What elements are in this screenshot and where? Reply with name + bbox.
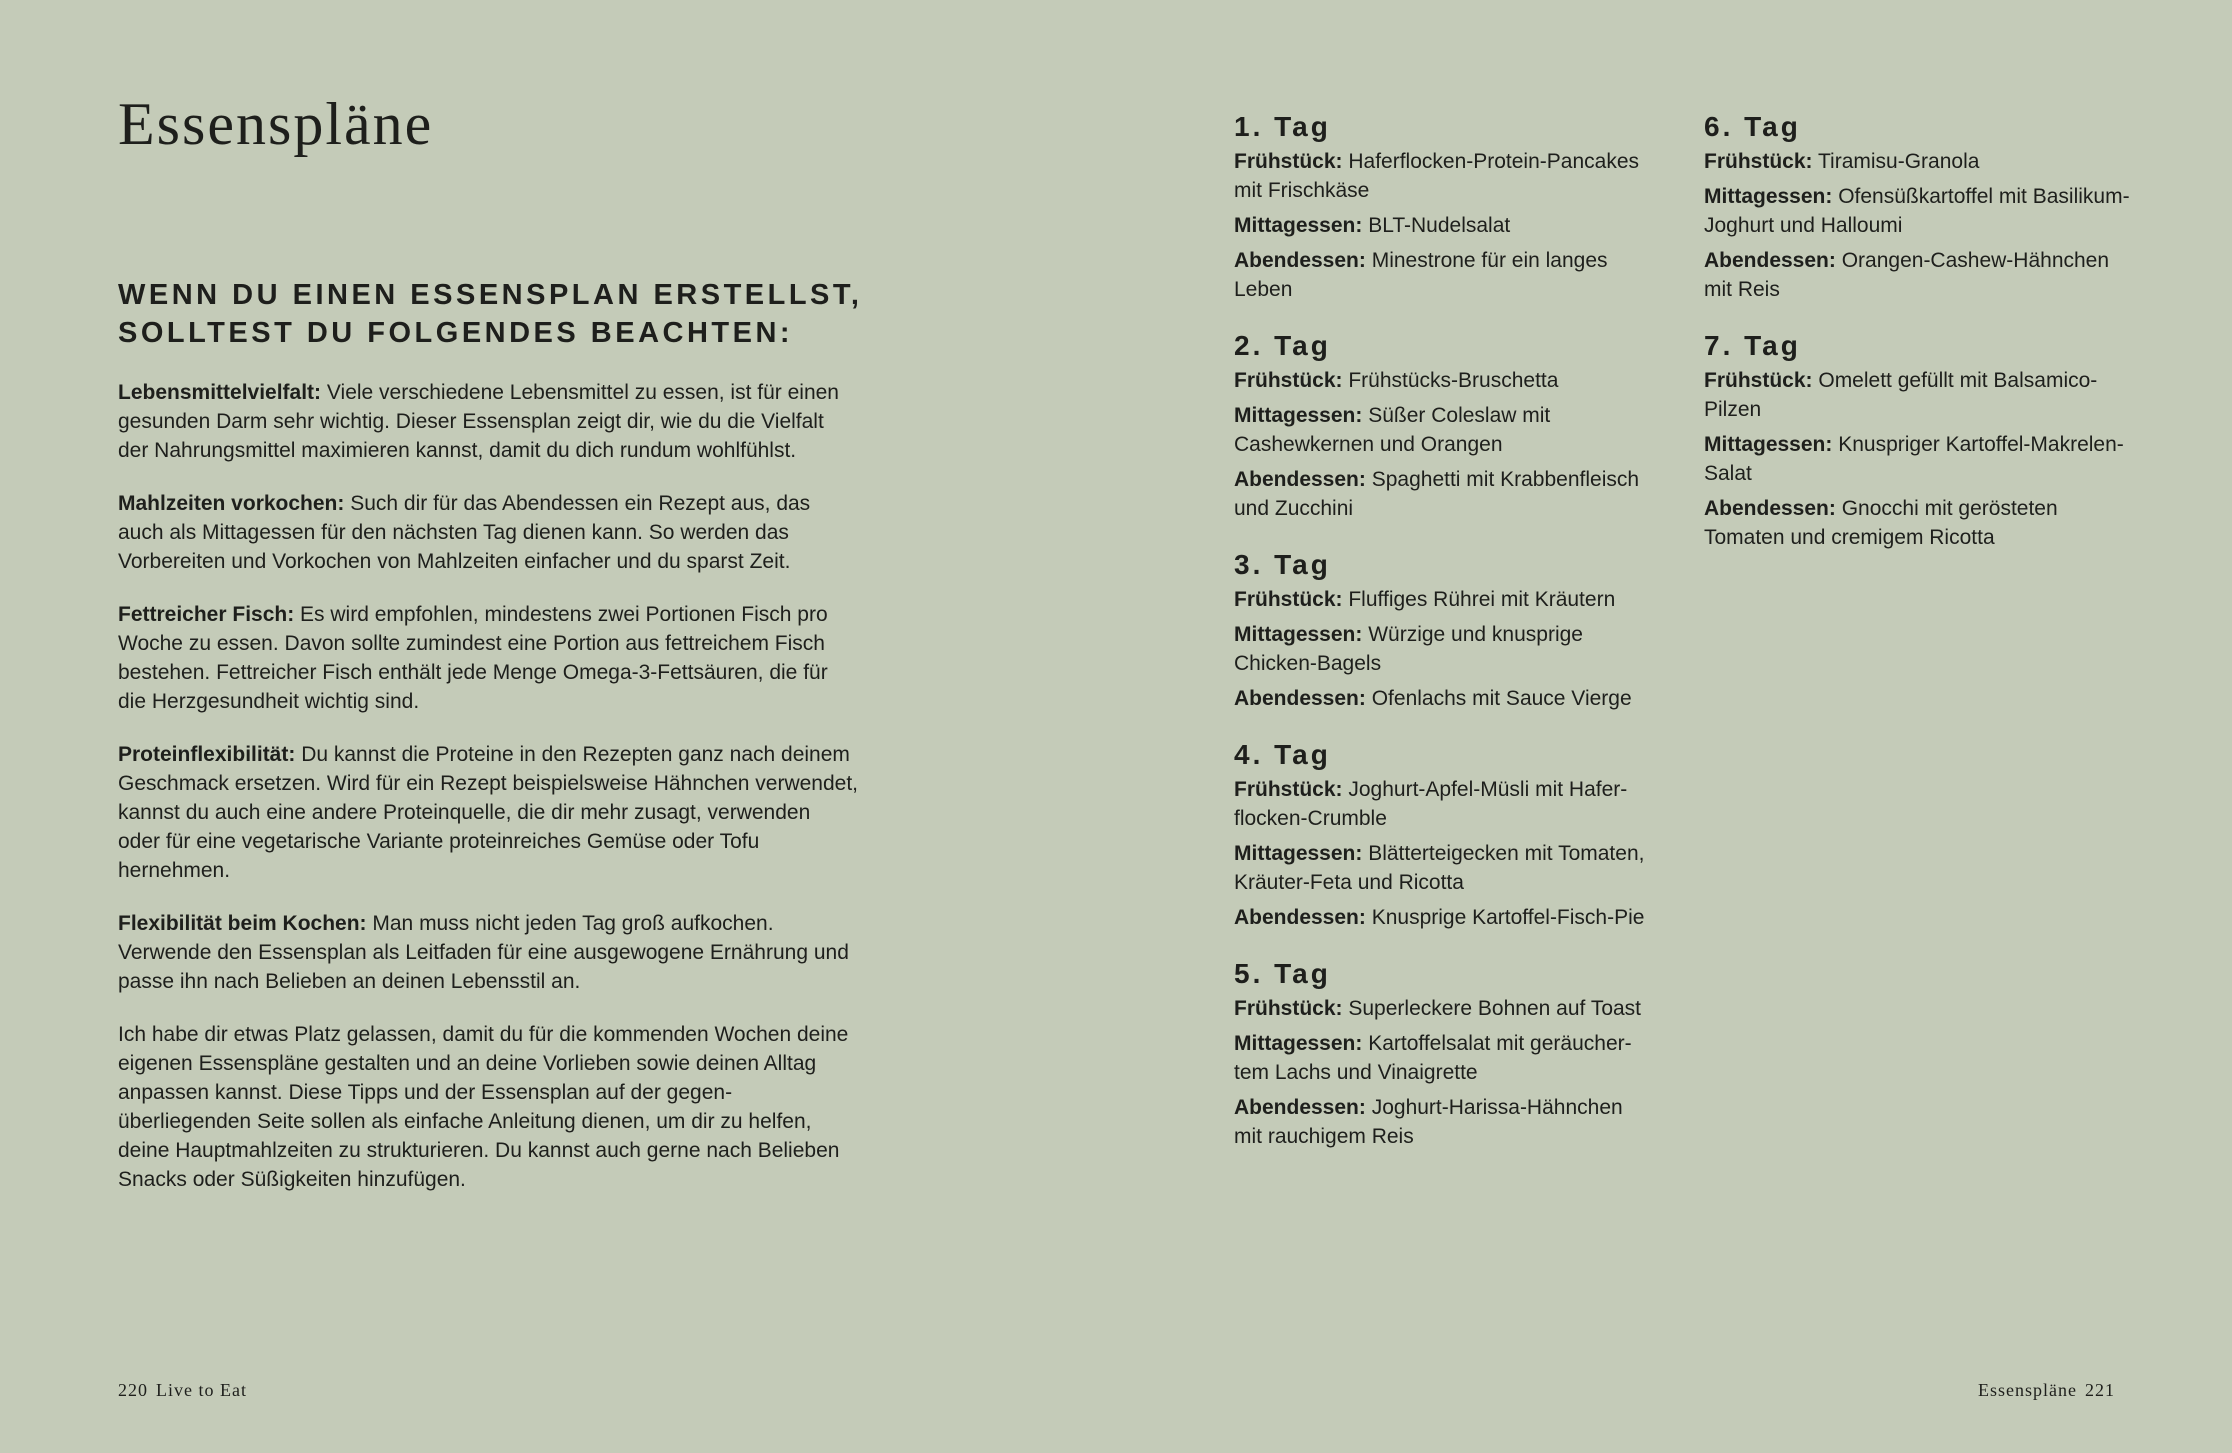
dinner-dish: Joghurt-Harissa-Hähnchen mit rauchigem Reis — [1234, 1096, 1623, 1148]
intro-body: Es wird empfohlen, mindestens zwei Portionen Fisch pro Woche zu essen. Davon sollte zumindest eine Portion aus fettreichem Fisch bestehen. Fettreicher Fisch enthält jede Menge Omega-3-Fettsäuren, die für die Herzgesundheit wichtig sind. — [118, 603, 828, 713]
breakfast-entry — [1704, 147, 2134, 176]
breakfast-label: Frühstück: — [1234, 369, 1343, 392]
day-title: 7. Tag — [1704, 330, 1801, 361]
dinner-label: Abendessen: — [1234, 468, 1366, 491]
dinner-entry — [1234, 684, 1654, 713]
dinner-dish: Spaghetti mit Krabbenfleisch und Zucchini — [1234, 468, 1640, 520]
breakfast-entry — [1704, 366, 2134, 424]
breakfast-dish: Joghurt-Apfel-Müsli mit Haferflocken-Crumble — [1234, 778, 1628, 830]
lunch-entry — [1704, 430, 2134, 488]
section-subheading: WENN DU EINEN ESSENSPLAN ERSTELLST, SOLLTEST DU FOLGENDES BEACHTEN: — [118, 279, 863, 349]
lunch-label: Mittagessen: — [1704, 433, 1833, 456]
breakfast-dish: Omelett gefüllt mit Balsamico-Pilzen — [1704, 369, 2098, 421]
breakfast-entry — [1234, 994, 1654, 1023]
intro-body: Du kannst die Proteine in den Rezepten ganz nach deinem Geschmack ersetzen. Wird für ein Rezept beispielsweise Hähnchen verwendet, kannst du auch eine andere Proteinquelle, die dir mehr zusagt, verwenden oder für eine vegetarische Variante proteinreiches Gemüse oder Tofu hernehmen. — [118, 743, 859, 882]
chapter-title: Essenspläne — [1978, 1380, 2077, 1400]
lunch-dish: Blätterteigecken mit Tomaten, Kräuter-Feta und Ricotta — [1234, 842, 1645, 894]
breakfast-label: Frühstück: — [1234, 150, 1343, 173]
dinner-dish: Orangen-Cashew-Hähnchen mit Reis — [1704, 249, 2110, 301]
intro-paragraph — [118, 909, 858, 996]
intro-paragraph — [118, 378, 858, 465]
meal-plan-column-2 — [1704, 109, 2134, 576]
breakfast-dish: Frühstücks-Bruschetta — [1348, 369, 1559, 392]
dinner-label: Abendessen: — [1704, 249, 1836, 272]
lunch-label: Mittagessen: — [1234, 842, 1363, 865]
dinner-entry — [1234, 903, 1654, 932]
breakfast-label: Frühstück: — [1704, 150, 1813, 173]
breakfast-entry — [1234, 585, 1654, 614]
intro-paragraph — [118, 1020, 858, 1194]
breakfast-dish: Superleckere Bohnen auf Toast — [1348, 997, 1642, 1020]
breakfast-dish: Fluffiges Rührei mit Kräutern — [1348, 588, 1616, 611]
breakfast-entry — [1234, 775, 1654, 833]
day-1 — [1234, 109, 1654, 304]
day-title: 2. Tag — [1234, 330, 1331, 361]
dinner-entry — [1234, 465, 1654, 523]
intro-label: Fettreicher Fisch: — [118, 603, 295, 626]
day-title: 5. Tag — [1234, 958, 1331, 989]
lunch-entry — [1704, 182, 2134, 240]
intro-label: Proteinflexibilität: — [118, 743, 296, 766]
lunch-label: Mittagessen: — [1704, 185, 1833, 208]
intro-label: Lebensmittelvielfalt: — [118, 381, 322, 404]
breakfast-label: Frühstück: — [1704, 369, 1813, 392]
dinner-entry — [1704, 494, 2134, 552]
dinner-dish: Ofenlachs mit Sauce Vierge — [1371, 687, 1632, 710]
day-title: 1. Tag — [1234, 111, 1331, 142]
dinner-dish: Gnocchi mit gerösteten Tomaten und cremigem Ricotta — [1704, 497, 2058, 549]
lunch-dish: Ofensüßkartoffel mit Basilikum-Joghurt und Halloumi — [1704, 185, 2130, 237]
day-3 — [1234, 547, 1654, 713]
breakfast-entry — [1234, 147, 1654, 205]
intro-body: Such dir für das Abendessen ein Rezept aus, das auch als Mittagessen für den nächsten Tag dienen kann. So werden das Vorbereiten und Vorkochen von Mahlzeiten einfacher und du sparst Zeit. — [118, 492, 811, 573]
dinner-dish: Knusprige Kartoffel-Fisch-Pie — [1371, 906, 1645, 929]
lunch-label: Mittagessen: — [1234, 1032, 1363, 1055]
breakfast-label: Frühstück: — [1234, 778, 1343, 801]
lunch-dish: Würzige und knusprige Chicken-Bagels — [1234, 623, 1583, 675]
lunch-entry — [1234, 211, 1654, 240]
breakfast-dish: Tiramisu-Granola — [1817, 150, 1980, 173]
intro-paragraph — [118, 489, 858, 576]
meal-plan-column-1 — [1234, 109, 1654, 1175]
day-title: 4. Tag — [1234, 739, 1331, 770]
dinner-entry — [1704, 246, 2134, 304]
lunch-dish: Kartoffelsalat mit geräuchertem Lachs und Vinaigrette — [1234, 1032, 1632, 1084]
breakfast-label: Frühstück: — [1234, 588, 1343, 611]
intro-body: Man muss nicht jeden Tag groß aufkochen. Verwende den Essensplan als Leitfaden für eine ausgewogene Ernährung und passe ihn nach Belieben an deinen Lebensstil an. — [118, 912, 849, 993]
dinner-label: Abendessen: — [1234, 687, 1366, 710]
intro-paragraph — [118, 740, 858, 885]
lunch-label: Mittagessen: — [1234, 404, 1363, 427]
lunch-entry — [1234, 1029, 1654, 1087]
lunch-dish: Süßer Coleslaw mit Cashewkernen und Orangen — [1234, 404, 1551, 456]
dinner-label: Abendessen: — [1234, 906, 1366, 929]
footer-left — [118, 1380, 247, 1401]
dinner-entry — [1234, 246, 1654, 304]
day-4 — [1234, 737, 1654, 932]
lunch-label: Mittagessen: — [1234, 623, 1363, 646]
lunch-dish: BLT-Nudelsalat — [1368, 214, 1511, 237]
day-title: 6. Tag — [1704, 111, 1801, 142]
intro-label: Flexibilität beim Kochen: — [118, 912, 367, 935]
intro-paragraph — [118, 600, 858, 716]
breakfast-entry — [1234, 366, 1654, 395]
intro-label: Mahlzeiten vorkochen: — [118, 492, 345, 515]
page-number-right: 221 — [2085, 1380, 2115, 1400]
day-2 — [1234, 328, 1654, 523]
lunch-entry — [1234, 401, 1654, 459]
breakfast-label: Frühstück: — [1234, 997, 1343, 1020]
dinner-label: Abendessen: — [1234, 1096, 1366, 1119]
page-title: Essenspläne — [118, 91, 434, 157]
intro-body: Ich habe dir etwas Platz gelassen, damit du für die kommenden Wochen deine eigenen Essenspläne gestalten und an deine Vorlieben sowie deinen Alltag anpassen kannst. Diese Tipps und der Essensplan auf der gegenüberliegenden Seite sollen als einfache Anleitung dienen, um dir zu helfen, deine Hauptmahlzeiten zu strukturieren. Du kannst auch gerne nach Belieben Snacks oder Süßigkeiten hinzufügen. — [118, 1023, 849, 1191]
day-title: 3. Tag — [1234, 549, 1331, 580]
book-title: Live to Eat — [156, 1380, 247, 1400]
dinner-label: Abendessen: — [1704, 497, 1836, 520]
lunch-label: Mittagessen: — [1234, 214, 1363, 237]
dinner-label: Abendessen: — [1234, 249, 1366, 272]
breakfast-dish: Haferflocken-Protein-Pancakes mit Frischkäse — [1234, 150, 1639, 202]
day-5 — [1234, 956, 1654, 1151]
dinner-entry — [1234, 1093, 1654, 1151]
dinner-dish: Minestrone für ein langes Leben — [1234, 249, 1608, 301]
day-7 — [1704, 328, 2134, 552]
page-number-left: 220 — [118, 1380, 148, 1400]
intro-text — [118, 378, 858, 1218]
lunch-entry — [1234, 620, 1654, 678]
lunch-dish: Knuspriger Kartoffel-Makrelen-Salat — [1704, 433, 2124, 485]
day-6 — [1704, 109, 2134, 304]
lunch-entry — [1234, 839, 1654, 897]
footer-right — [1978, 1380, 2115, 1401]
intro-body: Viele verschiedene Lebensmittel zu essen, ist für einen gesunden Darm sehr wichtig. Dieser Essensplan zeigt dir, wie du die Vielfalt der Nahrungsmittel maximieren kannst, damit du dich rundum wohlfühlst. — [118, 381, 839, 462]
